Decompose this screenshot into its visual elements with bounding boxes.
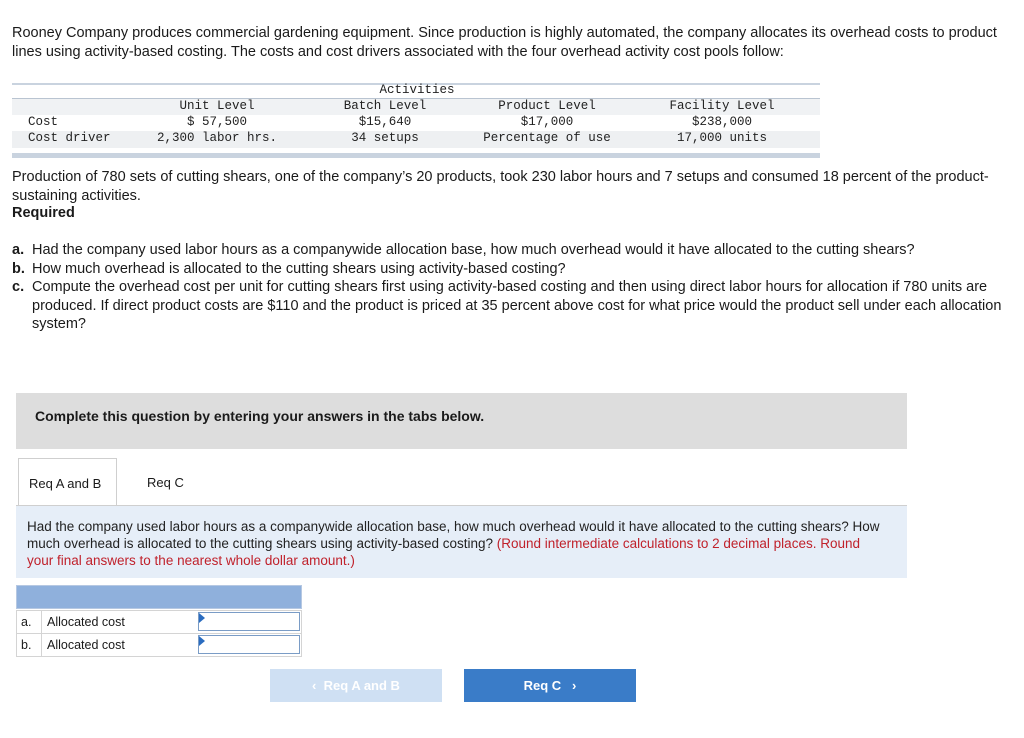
allocated-cost-a-input[interactable] [198,612,300,631]
tab-question [27,518,887,569]
question-letter: a. [12,242,25,258]
instruction-text: Complete this question by entering your answers in the tabs below. [35,408,485,424]
question-b [12,260,1012,279]
table-bottom-rule [12,153,820,158]
answer-table-header [16,585,302,609]
prev-button-label: Req A and B [323,678,400,693]
column-header-facility-level: Facility Level [669,99,775,113]
answer-letter: b. [21,638,32,652]
column-header-product-level: Product Level [498,99,596,113]
answer-label: Allocated cost [47,615,125,629]
answer-row-b [16,633,302,657]
question-text: Compute the overhead cost per unit for cutting shears first using activity-based costing and then using direct labor hours for allocation if 780 units are produced. If direct product costs are $110 and the product is priced at 35 percent above cost for what price would the product sell under each allocation system? [32,279,1002,332]
tab-req-c[interactable] [118,458,213,505]
production-info: Production of 780 sets of cutting shears, one of the company’s 20 products, took 230 labor hours and 7 setups and consumed 18 percent of the product-sustaining activities. [12,169,989,204]
driver-facility-level: 17,000 units [676,131,767,145]
activities-table [12,83,820,158]
next-tab-button[interactable] [464,669,636,702]
tab-question-text: Had the company used labor hours as a companywide allocation base, how much overhead would it have allocated to the cutting shears? How much overhead is allocated to the cutting shears using activity-based costing? [27,519,880,551]
input-marker-icon [199,613,205,623]
question-a [12,241,1012,260]
row-label-cost-driver: Cost driver [28,131,111,145]
question-letter: b. [12,260,25,277]
driver-batch-level: 34 setups [351,131,419,145]
question-text: Had the company used labor hours as a companywide allocation base, how much overhead would it have allocated to the cutting shears? [32,242,915,258]
prev-tab-button[interactable] [270,669,442,702]
column-header-unit-level: Unit Level [179,99,255,113]
driver-product-level: Percentage of use [483,131,611,145]
activities-group-header: Activities [379,83,455,97]
tab-req-a-and-b[interactable] [18,458,117,506]
allocated-cost-b-input[interactable] [198,635,300,654]
chevron-right-icon: › [572,678,577,693]
question-list [12,241,1012,334]
required-heading: Required [12,205,75,221]
cost-batch-level: $15,640 [358,115,412,129]
instruction-banner [16,393,907,449]
tab-label: Req A and B [29,476,102,491]
question-text: How much overhead is allocated to the cutting shears using activity-based costing? [32,260,566,277]
row-label-cost: Cost [28,115,59,129]
answer-letter: a. [21,615,32,629]
cost-facility-level: $238,000 [691,115,752,129]
cost-product-level: $17,000 [520,115,574,129]
answer-table [16,585,302,658]
tab-label: Req C [147,475,184,490]
driver-unit-level: 2,300 labor hrs. [156,131,278,145]
input-marker-icon [199,636,205,646]
rounding-note: (Round intermediate calculations to 2 decimal places. Round your final answers to the nearest whole dollar amount.) [27,536,860,568]
column-header-batch-level: Batch Level [343,99,427,113]
question-c [12,278,1012,334]
tab-question-panel [16,506,907,578]
chevron-left-icon: ‹ [312,678,317,693]
answer-label: Allocated cost [47,638,125,652]
answer-row-a [16,610,302,634]
problem-intro: Rooney Company produces commercial gardening equipment. Since production is highly automated, the company allocates its overhead costs to product lines using activity-based costing. The costs and cost drivers associated with the four overhead activity cost pools follow: [12,25,997,60]
question-letter: c. [12,279,25,295]
cost-unit-level: $ 57,500 [186,115,247,129]
next-button-label: Req C [523,678,562,693]
